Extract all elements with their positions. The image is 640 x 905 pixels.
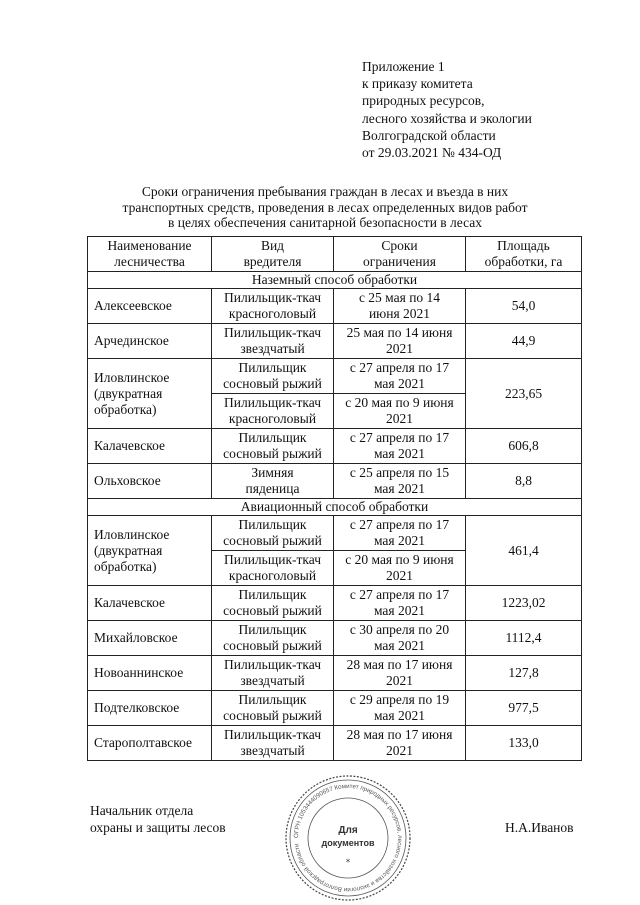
- forestry-name-line: Михайловское: [94, 630, 178, 645]
- term-line: с 20 мая по 9 июня: [345, 395, 454, 410]
- section-title: Авиационный способ обработки: [88, 499, 582, 516]
- pest-line: сосновый рыжий: [223, 533, 322, 548]
- term-cell: [334, 656, 466, 691]
- term-line: с 30 апреля по 20: [349, 622, 450, 637]
- area-cell: 1112,4: [466, 621, 582, 656]
- header-name: Наименование лесничества: [88, 237, 212, 272]
- pest-line: звездчатый: [240, 341, 305, 356]
- pest-cell: [212, 359, 334, 394]
- table-row: [88, 726, 582, 761]
- appendix-block: [362, 58, 532, 161]
- pest-line: Пилильщик: [238, 692, 307, 707]
- term-cell: [334, 289, 466, 324]
- term-line: мая 2021: [373, 533, 426, 548]
- pest-cell: [212, 289, 334, 324]
- term-line: мая 2021: [373, 603, 426, 618]
- area-cell: 977,5: [466, 691, 582, 726]
- pest-cell: [212, 516, 334, 551]
- stamp-star-icon: *: [345, 858, 351, 868]
- term-cell: [334, 429, 466, 464]
- pest-cell: [212, 551, 334, 586]
- forestry-name-line: Старополтавское: [94, 735, 193, 750]
- table-row: [88, 691, 582, 726]
- area-cell: 1223,02: [466, 586, 582, 621]
- forestry-name-line: Алексеевское: [94, 298, 172, 313]
- forestry-name-cell: [88, 359, 212, 429]
- pest-cell: [212, 621, 334, 656]
- pest-line: звездчатый: [240, 743, 305, 758]
- section-title: Наземный способ обработки: [88, 272, 582, 289]
- header-pest: Вид вредителя: [212, 237, 334, 272]
- forestry-name-line: Иловлинское: [94, 526, 170, 542]
- appendix-line: Волгоградской области: [362, 127, 496, 143]
- signature-position: [90, 802, 226, 836]
- forestry-name-cell: [88, 429, 212, 464]
- pest-cell: [212, 429, 334, 464]
- stamp-ring-text: ОГРН 1053444090657 Комитет природных ресурсов, лесного хозяйства и экологии Волгоградской области: [292, 782, 404, 894]
- term-line: с 27 апреля по 17: [349, 430, 450, 445]
- term-line: 2021: [386, 673, 413, 688]
- forestry-name-line: Калачевское: [94, 438, 165, 453]
- signatory-name: Н.А.Иванов: [505, 820, 574, 835]
- pest-cell: [212, 726, 334, 761]
- appendix-line: Приложение 1: [362, 59, 445, 74]
- position-line: охраны и защиты лесов: [90, 820, 226, 835]
- pest-cell: [212, 691, 334, 726]
- appendix-line: от 29.03.2021 № 434-ОД: [362, 144, 502, 160]
- stamp-center-line: Для: [338, 825, 358, 836]
- pest-line: пяденица: [245, 481, 300, 496]
- term-line: с 27 апреля по 17: [349, 360, 450, 375]
- forestry-name-cell: [88, 464, 212, 499]
- document-title: [90, 184, 560, 231]
- term-line: с 25 мая по 14: [358, 290, 441, 305]
- term-line: 2021: [386, 743, 413, 758]
- forestry-name-line: (двукратная: [94, 542, 163, 558]
- pest-line: Пилильщик-ткач: [224, 657, 321, 672]
- forestry-name-line: Новоаннинское: [94, 665, 184, 680]
- term-line: мая 2021: [373, 638, 426, 653]
- section-row: [88, 499, 582, 516]
- title-line: Сроки ограничения пребывания граждан в лесах и въезда в них: [141, 184, 509, 199]
- forestry-name-line: (двукратная: [94, 385, 163, 401]
- pest-line: Пилильщик-ткач: [224, 552, 321, 567]
- pest-line: Пилильщик-ткач: [224, 395, 321, 410]
- term-line: 2021: [386, 341, 413, 356]
- pest-line: сосновый рыжий: [223, 446, 322, 461]
- term-line: с 25 апреля по 15: [349, 465, 450, 480]
- forestry-name-cell: [88, 656, 212, 691]
- table-row: [88, 586, 582, 621]
- pest-line: Пилильщик: [238, 622, 307, 637]
- forestry-name-cell: [88, 289, 212, 324]
- section-row: [88, 272, 582, 289]
- forestry-name-line: Ольховское: [94, 473, 161, 488]
- title-line: в целях обеспечения санитарной безопасности в лесах: [167, 215, 483, 230]
- term-line: 25 мая по 14 июня: [346, 325, 453, 340]
- table-row: [88, 464, 582, 499]
- term-line: июня 2021: [368, 306, 431, 321]
- pest-line: красноголовый: [228, 411, 317, 426]
- forestry-name-cell: [88, 691, 212, 726]
- term-line: с 27 апреля по 17: [349, 517, 450, 532]
- official-stamp: [283, 773, 413, 903]
- stamp-center-line: документов: [321, 838, 375, 848]
- area-cell: 44,9: [466, 324, 582, 359]
- forestry-name-line: Арчединское: [94, 333, 169, 348]
- term-line: 2021: [386, 568, 413, 583]
- pest-line: Зимняя: [251, 465, 294, 480]
- term-cell: [334, 586, 466, 621]
- pest-line: красноголовый: [228, 306, 317, 321]
- header-term: Сроки ограничения: [334, 237, 466, 272]
- title-line: транспортных средств, проведения в лесах определенных видов работ: [122, 199, 528, 215]
- forestry-name-line: обработка): [94, 401, 157, 417]
- pest-line: Пилильщик: [238, 360, 307, 375]
- term-line: 28 мая по 17 июня: [346, 727, 453, 742]
- term-line: с 29 апреля по 19: [349, 692, 450, 707]
- area-cell: 54,0: [466, 289, 582, 324]
- table-row: [88, 359, 582, 394]
- pest-line: сосновый рыжий: [223, 376, 322, 391]
- forestry-name-line: Иловлинское: [94, 369, 170, 385]
- pest-line: красноголовый: [228, 568, 317, 583]
- term-cell: [334, 359, 466, 394]
- term-line: мая 2021: [373, 481, 426, 496]
- term-line: 28 мая по 17 июня: [346, 657, 453, 672]
- pest-cell: [212, 656, 334, 691]
- appendix-line: к приказу комитета: [362, 76, 473, 92]
- table-row: [88, 429, 582, 464]
- pest-line: Пилильщик: [238, 517, 307, 532]
- forestry-name-cell: [88, 586, 212, 621]
- forestry-name-line: обработка): [94, 558, 157, 574]
- area-cell: 133,0: [466, 726, 582, 761]
- header-area: Площадь обработки, га: [466, 237, 582, 272]
- area-cell: 606,8: [466, 429, 582, 464]
- pest-line: сосновый рыжий: [223, 638, 322, 653]
- area-cell: 461,4: [466, 516, 582, 586]
- table-row: [88, 516, 582, 551]
- forestry-name-cell: [88, 621, 212, 656]
- pest-line: сосновый рыжий: [223, 708, 322, 723]
- pest-line: Пилильщик-ткач: [224, 325, 321, 340]
- term-cell: [334, 551, 466, 586]
- pest-cell: [212, 464, 334, 499]
- pest-line: Пилильщик: [238, 587, 307, 602]
- term-cell: [334, 516, 466, 551]
- term-line: с 27 апреля по 17: [349, 587, 450, 602]
- forestry-name-cell: [88, 516, 212, 586]
- pest-cell: [212, 324, 334, 359]
- pest-line: Пилильщик-ткач: [224, 290, 321, 305]
- term-line: мая 2021: [373, 376, 426, 391]
- term-cell: [334, 324, 466, 359]
- table-row: [88, 324, 582, 359]
- pest-line: сосновый рыжий: [223, 603, 322, 618]
- forestry-name-cell: [88, 726, 212, 761]
- pest-line: звездчатый: [240, 673, 305, 688]
- term-cell: [334, 394, 466, 429]
- term-cell: [334, 621, 466, 656]
- table-row: [88, 656, 582, 691]
- forestry-name-cell: [88, 324, 212, 359]
- term-cell: [334, 691, 466, 726]
- term-cell: [334, 726, 466, 761]
- table-row: [88, 621, 582, 656]
- restrictions-table: [87, 236, 582, 761]
- area-cell: 223,65: [466, 359, 582, 429]
- area-cell: 8,8: [466, 464, 582, 499]
- area-cell: 127,8: [466, 656, 582, 691]
- table-body: [88, 272, 582, 761]
- pest-cell: [212, 394, 334, 429]
- term-cell: [334, 464, 466, 499]
- term-line: 2021: [386, 411, 413, 426]
- forestry-name-line: Подтелковское: [94, 700, 180, 715]
- term-line: мая 2021: [373, 446, 426, 461]
- pest-line: Пилильщик: [238, 430, 307, 445]
- pest-line: Пилильщик-ткач: [224, 727, 321, 742]
- table-row: [88, 289, 582, 324]
- forestry-name-line: Калачевское: [94, 595, 165, 610]
- term-line: с 20 мая по 9 июня: [345, 552, 454, 567]
- appendix-line: лесного хозяйства и экологии: [362, 110, 532, 126]
- term-line: мая 2021: [373, 708, 426, 723]
- position-line: Начальник отдела: [90, 803, 194, 818]
- table-header-row: [88, 237, 582, 272]
- pest-cell: [212, 586, 334, 621]
- appendix-line: природных ресурсов,: [362, 93, 485, 109]
